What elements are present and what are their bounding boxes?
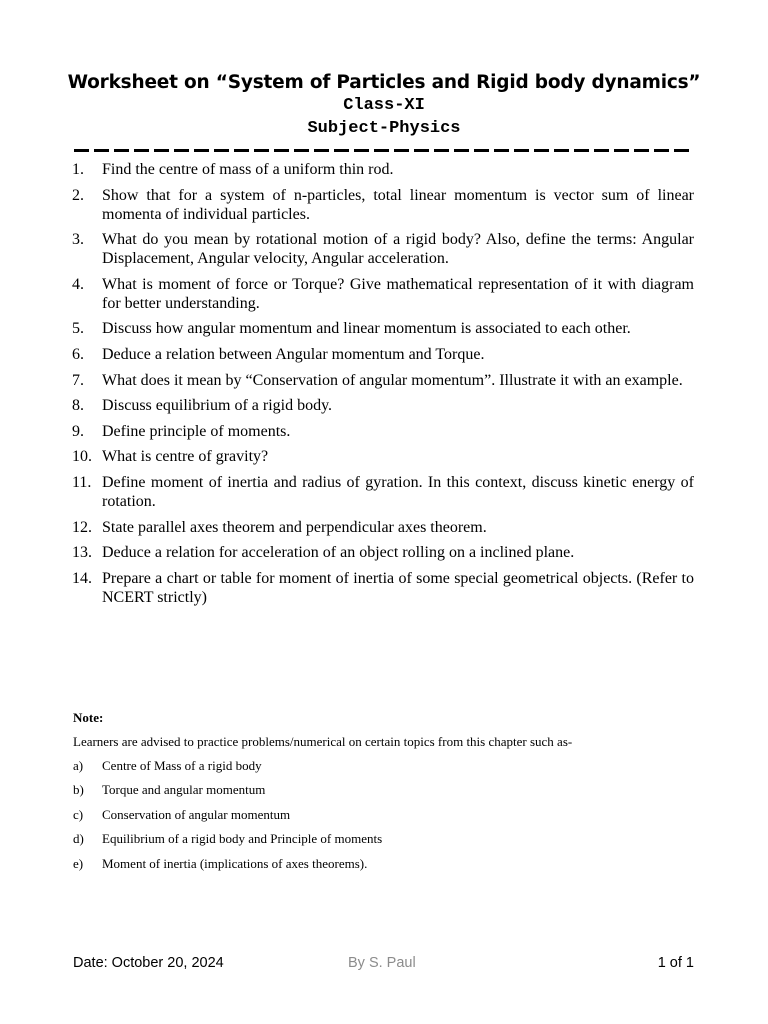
topic-text: Equilibrium of a rigid body and Principle of moments — [102, 831, 383, 847]
note-title: Note: — [73, 710, 104, 725]
question-number: 7. — [72, 371, 84, 389]
question-number: 1. — [72, 161, 84, 178]
question-number: 11. — [72, 473, 92, 491]
topic-text: Torque and angular momentum — [102, 782, 266, 798]
question-item — [72, 319, 694, 338]
question-number: 12. — [72, 518, 92, 536]
class-label: Class-XI — [343, 96, 425, 115]
question-text: What does it mean by “Conservation of angular momentum”. Illustrate it with an example. — [102, 371, 683, 389]
question-text: What is moment of force or Torque? Give mathematical representation of it with diagram for better understanding. — [102, 275, 694, 312]
question-text: What do you mean by rotational motion of a rigid body? Also, define the terms: Angular Displacement, Angular velocity, Angular acceleration. — [102, 231, 694, 268]
question-item — [72, 518, 694, 537]
topic-item — [73, 830, 695, 854]
footer-date: Date: October 20, 2024 — [73, 955, 224, 971]
worksheet-title: Worksheet on “System of Particles and Rigid body dynamics” — [67, 72, 701, 93]
question-number: 10. — [72, 448, 92, 466]
topic-letter: d) — [73, 831, 84, 847]
question-text: Show that for a system of n-particles, total linear momentum is vector sum of linear momenta of individual particles. — [102, 186, 694, 223]
topic-letter: a) — [73, 758, 84, 773]
topic-text: Moment of inertia (implications of axes theorems). — [102, 855, 368, 871]
topic-letter: e) — [73, 855, 84, 871]
question-item — [72, 371, 694, 390]
topic-letter: c) — [73, 806, 84, 822]
question-item — [72, 230, 694, 268]
topic-item — [73, 855, 695, 879]
topic-text: Conservation of angular momentum — [102, 806, 291, 822]
question-item — [72, 275, 694, 313]
question-number: 13. — [72, 544, 92, 562]
note-intro: Learners are advised to practice problems/numerical on certain topics from this chapter such as- — [73, 734, 573, 749]
question-text: Deduce a relation for acceleration of an object rolling on a inclined plane. — [102, 544, 575, 562]
question-text: Discuss how angular momentum and linear momentum is associated to each other. — [102, 320, 631, 338]
question-item — [72, 543, 694, 562]
question-number: 5. — [72, 320, 84, 338]
question-item — [72, 186, 694, 224]
question-number: 4. — [72, 275, 84, 293]
topic-text: Centre of Mass of a rigid body — [102, 758, 262, 773]
question-number: 8. — [72, 397, 84, 415]
topic-item — [73, 781, 695, 805]
footer-author: By S. Paul — [348, 955, 416, 971]
question-number: 3. — [72, 231, 84, 249]
question-text: Find the centre of mass of a uniform thin rod. — [102, 161, 394, 178]
question-item — [72, 569, 694, 607]
question-list — [72, 160, 694, 613]
subject-label: Subject-Physics — [307, 119, 461, 138]
question-number: 9. — [72, 422, 84, 440]
topic-letter: b) — [73, 782, 84, 798]
question-text: Prepare a chart or table for moment of inertia of some special geometrical objects. (Refer to NCERT strictly) — [102, 569, 694, 606]
question-item — [72, 160, 694, 179]
question-number: 14. — [72, 569, 92, 587]
topic-item — [73, 806, 695, 830]
question-text: What is centre of gravity? — [102, 448, 269, 466]
topic-item — [73, 757, 695, 781]
question-item — [72, 422, 694, 441]
question-text: Define moment of inertia and radius of gyration. In this context, discuss kinetic energy of rotation. — [102, 473, 694, 510]
question-item — [72, 396, 694, 415]
question-number: 6. — [72, 345, 84, 363]
question-text: Define principle of moments. — [102, 422, 291, 440]
question-item — [72, 345, 694, 364]
question-item — [72, 447, 694, 466]
question-text: Discuss equilibrium of a rigid body. — [102, 397, 333, 415]
question-text: Deduce a relation between Angular momentum and Torque. — [102, 345, 485, 363]
footer-page-number: 1 of 1 — [657, 955, 694, 971]
question-number: 2. — [72, 186, 84, 204]
dashed-divider — [74, 149, 692, 152]
note-section — [73, 709, 695, 879]
question-text: State parallel axes theorem and perpendicular axes theorem. — [102, 518, 487, 536]
question-item — [72, 473, 694, 511]
